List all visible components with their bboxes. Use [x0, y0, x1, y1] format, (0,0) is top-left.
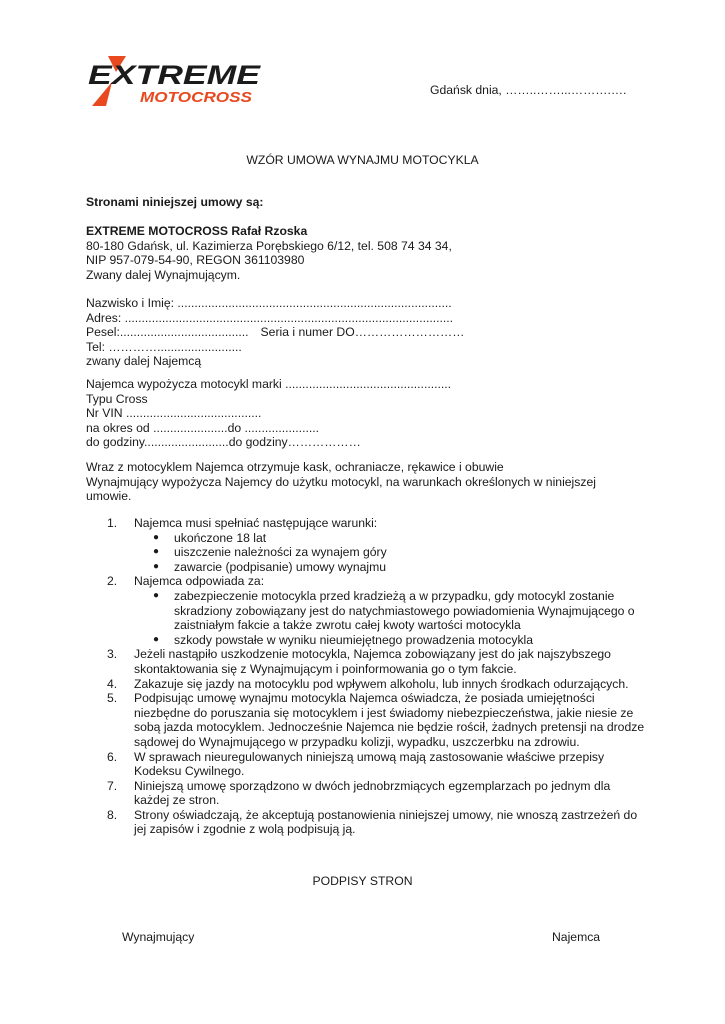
term-subitem-text: szkody powstałe w wyniku nieumiejętnego prowadzenia motocykla	[174, 632, 534, 647]
equipment-block	[86, 460, 616, 504]
company-ids: NIP 957-079-54-90, REGON 361103980	[86, 253, 305, 268]
renter-pesel-field[interactable]: Pesel:......................................	[86, 325, 249, 340]
extreme-motocross-logo	[86, 52, 266, 110]
term-number: 4.	[107, 676, 118, 691]
equipment-line-2: Wynajmujący wypożycza Najemcy do użytku motocykl, na warunkach określonych w niniejszej umowie.	[86, 474, 596, 504]
bullet-icon: ●	[153, 560, 160, 572]
term-subitem	[134, 545, 646, 560]
term-text: Najemca musi spełniać następujące warunki:	[134, 516, 378, 530]
company-name: EXTREME MOTOCROSS Rafał Rzoska	[86, 224, 308, 238]
term-item	[86, 647, 646, 676]
signatures-heading: PODPISY STRON	[312, 874, 413, 888]
term-item	[86, 677, 646, 692]
term-text: Zakazuje się jazdy na motocyklu pod wpływem alkoholu, lub innych środkach odurzających.	[134, 676, 629, 691]
terms-list	[86, 516, 646, 837]
term-text: Strony oświadczają, że akceptują postanowienia niniejszej umowy, nie wnoszą zastrzeżeń do jej zapisów i zgodnie z wolą podpisują ją.	[134, 807, 638, 837]
renter-called: zwany dalej Najemcą	[86, 354, 202, 369]
renter-tel-field[interactable]: Tel: ………….........................	[86, 339, 242, 354]
signature-renter-label: Najemca	[552, 930, 601, 944]
term-item	[86, 750, 646, 779]
parties-heading: Stronami niniejszej umowy są:	[86, 195, 264, 209]
term-item	[86, 691, 646, 749]
renter-id-number-field[interactable]: Seria i numer DO………………………	[260, 325, 465, 340]
term-subitem	[134, 560, 646, 575]
rental-hours-field[interactable]: do godziny.........................do godziny………………	[86, 435, 361, 450]
term-number: 6.	[107, 749, 118, 764]
rental-type: Typu Cross	[86, 391, 148, 406]
term-sublist	[134, 531, 646, 575]
logo-top-text: EXTREME	[88, 60, 262, 90]
renter-block	[86, 296, 646, 369]
bullet-icon: ●	[153, 589, 160, 601]
term-subitem-text: ukończone 18 lat	[174, 530, 267, 545]
company-called: Zwany dalej Wynajmującym.	[86, 267, 241, 282]
term-item	[86, 574, 646, 647]
term-text: Podpisując umowę wynajmu motocykla Najemca oświadcza, że posiada umiejętności niezbędne do poruszania się motocyklem i jest świadomy niebezpieczeństwa, jakie niesie ze sobą jazda motocyklem. Jednocześnie Najemca nie będzie rościł, żadnych pretensji na drodze sądowej do Wynajmującego w przypadku kolizji, wypadku, uszczerbku na zdrowiu.	[134, 691, 645, 749]
term-subitem-text: uiszczenie należności za wynajem góry	[174, 545, 387, 560]
renter-pesel-row	[86, 325, 646, 340]
rental-period-field[interactable]: na okres od ......................do ......................	[86, 420, 320, 435]
rental-block	[86, 377, 646, 450]
term-text: W sprawach nieuregulowanych niniejszą umową mają zastosowanie właściwe przepisy Kodeksu Cywilnego.	[134, 749, 605, 779]
term-subitem-text: zawarcie (podpisanie) umowy wynajmu	[174, 559, 387, 574]
term-subitem	[134, 633, 646, 648]
bullet-icon: ●	[153, 633, 160, 645]
document-title: WZÓR UMOWA WYNAJMU MOTOCYKLA	[246, 153, 479, 167]
renter-name-field[interactable]: Nazwisko i Imię: .................................................................................	[86, 296, 452, 310]
term-item	[86, 516, 646, 574]
term-item	[86, 808, 646, 837]
term-item	[86, 779, 646, 808]
company-block	[86, 224, 646, 282]
term-number: 2.	[107, 574, 118, 589]
date-line: Gdańsk dnia, ……..……...……….….	[430, 83, 627, 97]
term-sublist	[134, 589, 646, 647]
term-number: 7.	[107, 778, 118, 793]
equipment-line-1: Wraz z motocyklem Najemca otrzymuje kask, ochraniacze, rękawice i obuwie	[86, 460, 504, 474]
bullet-icon: ●	[153, 531, 160, 543]
term-number: 5.	[107, 691, 118, 706]
term-number: 8.	[107, 807, 118, 822]
renter-address-field[interactable]: Adres: .................................................................................................	[86, 310, 454, 325]
rental-vin-field[interactable]: Nr VIN ........................................	[86, 406, 262, 421]
term-text: Niniejszą umowę sporządzono w dwóch jednobrzmiących egzemplarzach po jednym dla każdej ze stron.	[134, 778, 611, 808]
company-address: 80-180 Gdańsk, ul. Kazimierza Porębskiego 6/12, tel. 508 74 34 34,	[86, 238, 452, 253]
rental-brand-field[interactable]: Najemca wypożycza motocykl marki .................................................	[86, 377, 452, 391]
term-subitem	[134, 531, 646, 546]
term-subitem-text: zabezpieczenie motocykla przed kradzieżą a w przypadku, gdy motocykl zostanie skradziony zobowiązany jest do natychmiastowego powiadomienia Wynajmującego o zaistniałym fakcie a także zwrotu całej kwoty wartości motocykla	[174, 588, 635, 633]
term-text: Najemca odpowiada za:	[134, 574, 265, 589]
parties-section	[86, 195, 646, 210]
term-subitem	[134, 589, 646, 633]
term-number: 3.	[107, 647, 118, 662]
bullet-icon: ●	[153, 546, 160, 558]
logo-bottom-text: MOTOCROSS	[140, 89, 252, 106]
term-number: 1.	[107, 516, 118, 530]
signature-landlord-label: Wynajmujący	[122, 930, 195, 944]
term-text: Jeżeli nastąpiło uszkodzenie motocykla, Najemca zobowiązany jest do jak najszybszego skontaktowania się z Wynajmującym i poinformowania go o tym fakcie.	[134, 647, 611, 676]
